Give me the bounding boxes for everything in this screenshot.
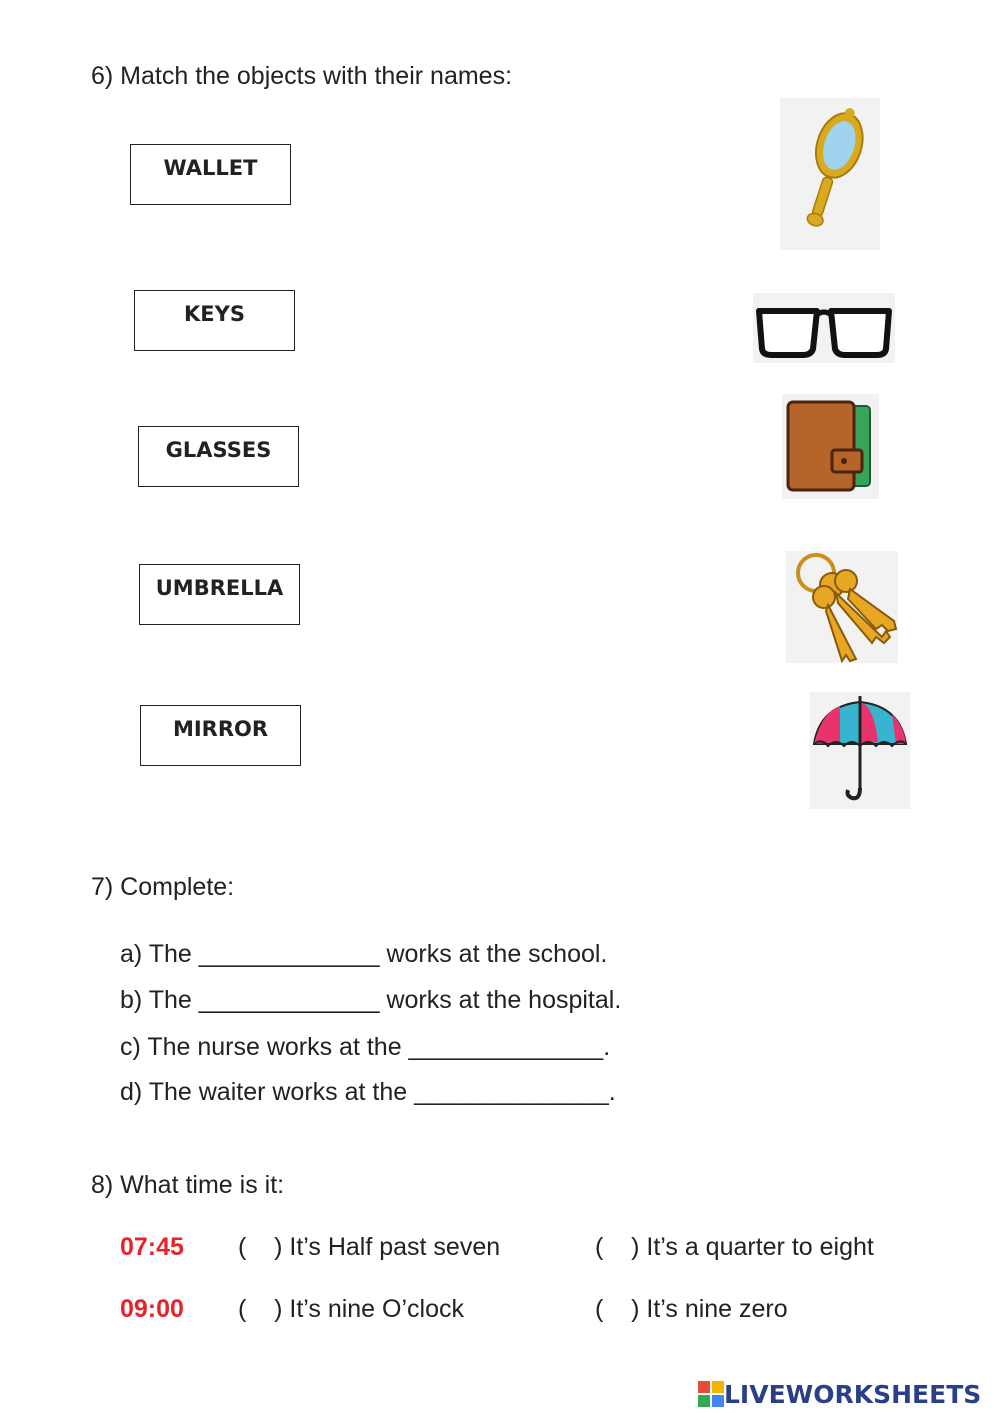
complete-line-c[interactable]: c) The nurse works at the ______________.	[120, 1033, 611, 1061]
complete-line-a[interactable]: a) The _____________ works at the school.	[120, 940, 608, 968]
glasses-icon[interactable]	[753, 293, 895, 363]
keys-icon[interactable]	[786, 551, 898, 663]
time-option-1a[interactable]: ( ) It’s Half past seven	[238, 1233, 501, 1261]
word-box-glasses[interactable]: GLASSES	[138, 426, 299, 487]
time-option-2a[interactable]: ( ) It’s nine O’clock	[238, 1295, 464, 1323]
time-option-1b[interactable]: ( ) It’s a quarter to eight	[595, 1233, 874, 1261]
complete-line-d[interactable]: d) The waiter works at the ______________.	[120, 1078, 616, 1106]
word-box-mirror[interactable]: MIRROR	[140, 705, 301, 766]
time-option-2b[interactable]: ( ) It’s nine zero	[595, 1295, 788, 1323]
complete-line-b[interactable]: b) The _____________ works at the hospital.	[120, 986, 622, 1014]
q7-title: 7) Complete:	[91, 873, 235, 901]
q8-title: 8) What time is it:	[91, 1171, 285, 1199]
mirror-icon[interactable]	[780, 98, 880, 250]
word-box-umbrella[interactable]: UMBRELLA	[139, 564, 300, 625]
word-box-keys[interactable]: KEYS	[134, 290, 295, 351]
liveworksheets-brand: LIVEWORKSHEETS	[724, 1379, 982, 1409]
umbrella-icon[interactable]	[810, 692, 910, 809]
liveworksheets-logo	[698, 1378, 981, 1410]
time-label-2: 09:00	[120, 1295, 184, 1323]
liveworksheets-logo-icon	[698, 1381, 724, 1407]
word-box-wallet[interactable]: WALLET	[130, 144, 291, 205]
q6-title: 6) Match the objects with their names:	[91, 62, 513, 90]
time-label-1: 07:45	[120, 1233, 184, 1261]
wallet-icon[interactable]	[782, 394, 879, 499]
